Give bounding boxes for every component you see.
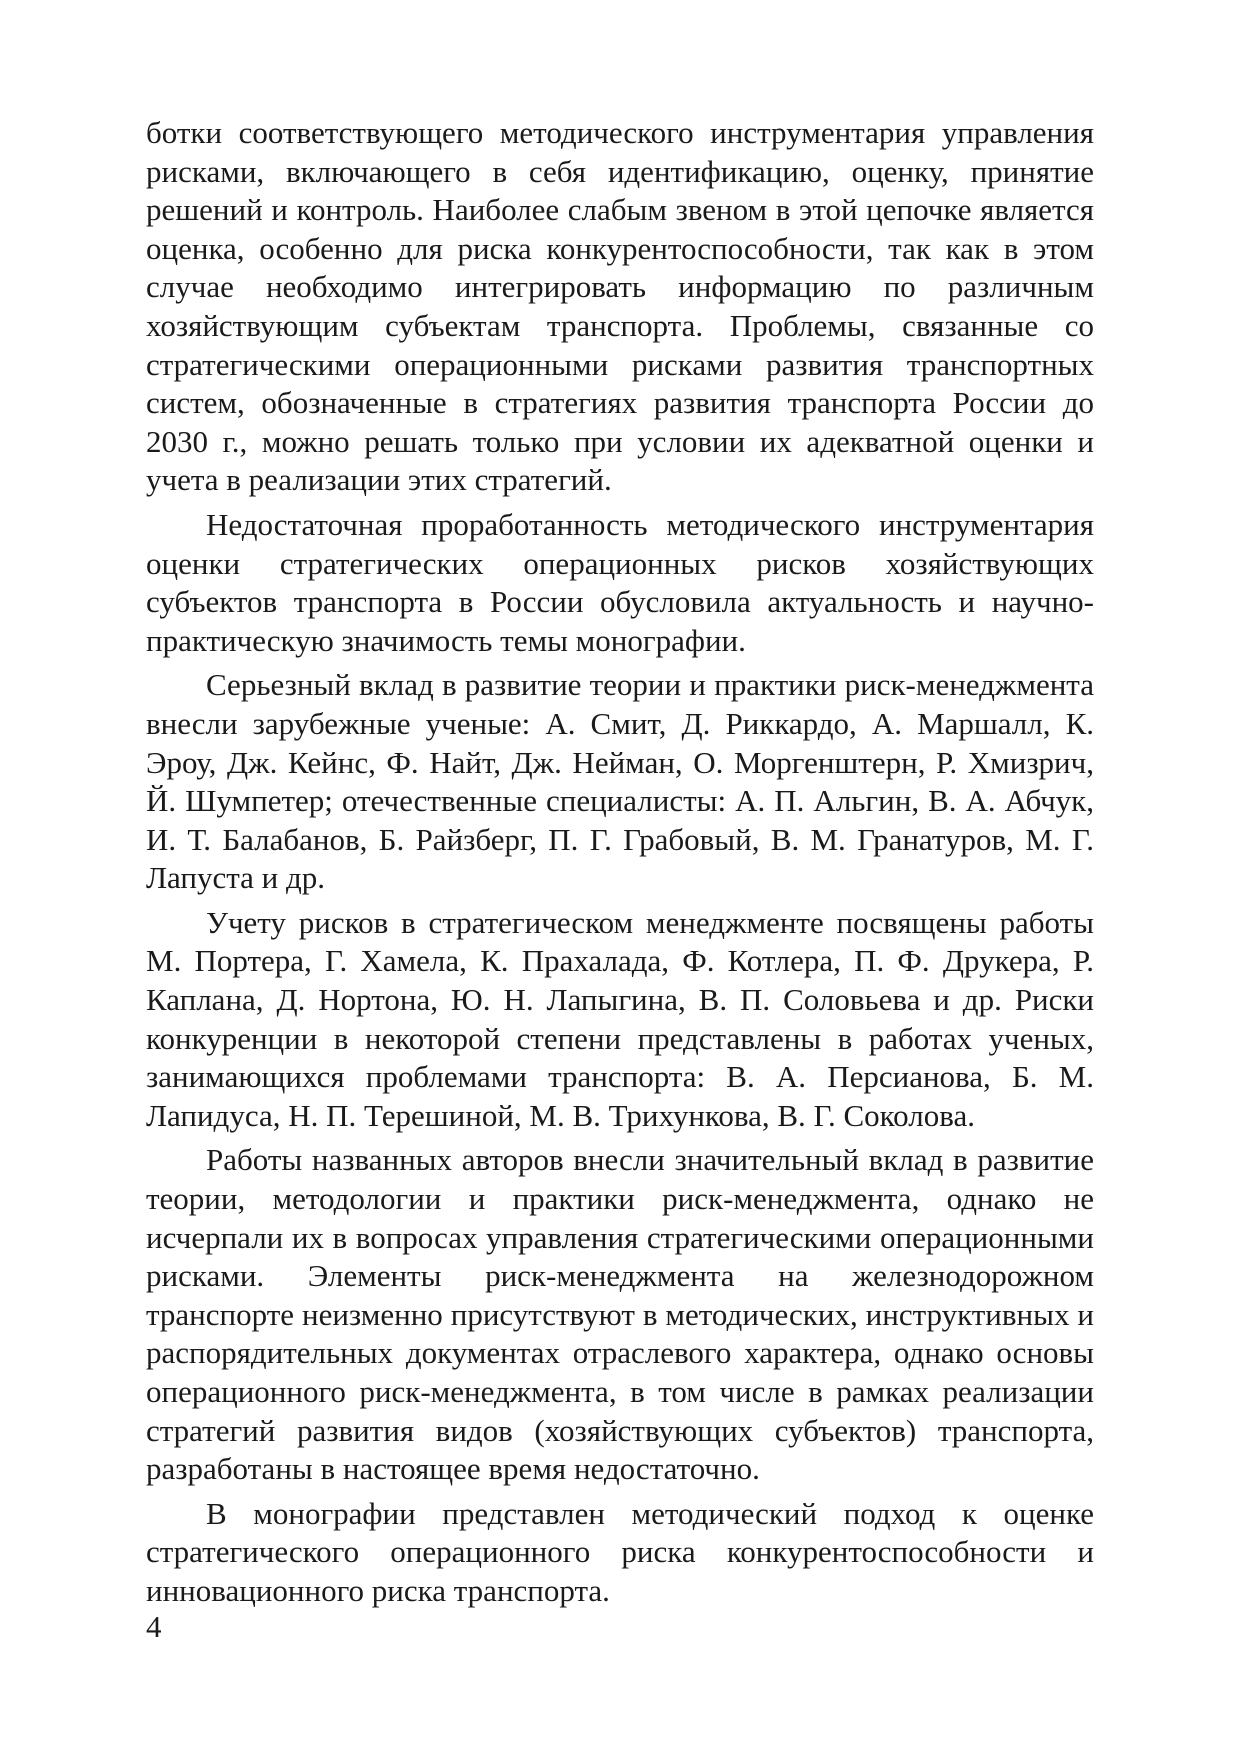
paragraph: Работы названных авторов внесли значительный вклад в развитие теории, методологии и практики риск-менеджмента, однако не исчерпали их в вопросах управления стратегическими операционными рисками. Элементы риск-менеджмента на железнодорожном транспорте неизменно присутствуют в методических, инструктивных и распорядительных документах отраслевого характера, однако основы операционного риск-менеджмента, в том числе в рамках реализации стратегий развития видов (хозяйствующих субъектов) транспорта, разработаны в настоящее время недостаточно. xyxy=(146,1142,1094,1487)
paragraph: Недостаточная проработанность методического инструментария оценки стратегических операционных рисков хозяйствующих субъектов транспорта в России обусловила актуальность и научно-практическую значимость темы монографии. xyxy=(146,506,1094,658)
paragraph: В монографии представлен методический подход к оценке стратегического операционного риска конкурентоспособности и инновационного риска транспорта. xyxy=(146,1495,1094,1608)
paragraph: Серьезный вклад в развитие теории и практики риск-менеджмента внесли зарубежные ученые: А. Смит, Д. Риккардо, А. Маршалл, К. Эроу, Дж. Кейнс, Ф. Найт, Дж. Нейман, О. Моргенштерн, Р. Хмизрич, Й. Шумпетер; отечественные специалисты: А. П. Альгин, В. А. Абчук, И. Т. Балабанов, Б. Райзберг, П. Г. Грабовый, В. М. Гранатуров, М. Г. Лапуста и др. xyxy=(146,667,1094,896)
page-number: 4 xyxy=(146,1609,162,1644)
paragraph-continuation: ботки соответствующего методического инструментария управления рисками, включающего в себя идентификацию, оценку, принятие решений и контроль. Наиболее слабым звеном в этой цепочке является оценка, особенно для риска конкурентоспособности, так как в этом случае необходимо интегрировать информацию по различным хозяйствующим субъектам транспорта. Проблемы, связанные со стратегическими операционными рисками развития транспортных систем, обозначенные в стратегиях развития транспорта России до 2030 г., можно решать только при условии их адекватной оценки и учета в реализации этих стратегий. xyxy=(146,115,1094,498)
paragraph: Учету рисков в стратегическом менеджменте посвящены работы М. Портера, Г. Хамела, К. Прахалада, Ф. Котлера, П. Ф. Друкера, Р. Каплана, Д. Нортона, Ю. Н. Лапыгина, В. П. Соловьева и др. Риски конкуренции в некоторой степени представлены в работах ученых, занимающихся проблемами транспорта: В. А. Персианова, Б. М. Лапидуса, Н. П. Терешиной, М. В. Трихункова, В. Г. Соколова. xyxy=(146,904,1094,1133)
body-text xyxy=(146,114,1094,1611)
